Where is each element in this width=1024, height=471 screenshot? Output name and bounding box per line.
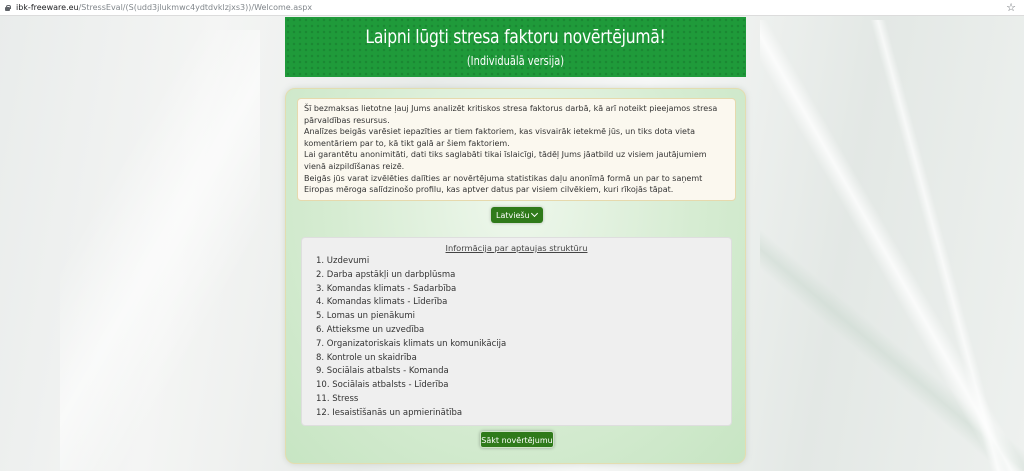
intro-line: Beigās jūs varat izvēlēties dalīties ar novērtējuma statistikas daļu anonīmā formā un par to saņemt Eiropas mēroga salīdzinošo profilu, kas aptver datus par visiem cilvēkiem, kuri rīkojās tāpat. (304, 173, 703, 195)
list-item: 3. Komandas klimats - Sadarbība (316, 283, 457, 294)
intro-line: Analīzes beigās varēsiet iepazīties ar tiem faktoriem, kas visvairāk ietekmē jūs, un tiks dota vieta komentāriem par to, kā tikt galā ar šiem faktoriem. (304, 127, 696, 148)
survey-structure-list (302, 255, 731, 421)
intro-text-box (297, 98, 736, 201)
star-icon[interactable]: ☆ (1006, 1, 1016, 14)
list-item: 4. Komandas klimats - Līderība (316, 297, 448, 308)
list-item: 7. Organizatoriskais klimats un komunikācija (316, 338, 507, 349)
list-item: 6. Attieksme un uzvedība (316, 324, 425, 335)
lock-icon[interactable] (5, 5, 10, 11)
url-path: /StressEval/(S(udd3jlukmwc4ydtdvklzjxs3))/Welcome.aspx (78, 3, 313, 12)
background-decoration-left (60, 30, 260, 470)
page-subtitle: (Individuālā versija) (466, 54, 565, 68)
address-bar[interactable] (0, 0, 1024, 16)
background-decoration-right (760, 20, 1024, 471)
list-item: 9. Sociālais atbalsts - Komanda (316, 366, 449, 377)
survey-structure-box (301, 237, 732, 426)
list-item: 2. Darba apstākļi un darbplūsma (316, 269, 456, 280)
list-item: 12. Iesaistīšanās un apmierinātība (316, 407, 463, 418)
chevron-down-icon (531, 210, 538, 217)
intro-line: Lai garantētu anonimitāti, dati tiks saglabāti tikai īslaicīgi, tādēļ Jums jāatbild uz visiem jautājumiem vienā aizpildīšanas reizē. (304, 150, 707, 171)
language-select-value: Latviešu (496, 210, 530, 220)
intro-line: Šī bezmaksas lietotne ļauj Jums analizēt kritiskos stresa faktorus darbā, kā arī noteikt pieejamos stresa pārvaldības resursus. (304, 104, 718, 125)
page-title: Laipni lūgti stresa faktoru novērtējumā! (365, 26, 666, 48)
list-item: 8. Kontrole un skaidrība (316, 352, 417, 363)
list-item: 11. Stress (316, 393, 359, 404)
start-assessment-button[interactable]: Sākt novērtējumu (480, 431, 554, 448)
main-panel (285, 88, 746, 464)
list-item: 10. Sociālais atbalsts - Līderība (316, 380, 449, 391)
url-host: ibk-freeware.eu (16, 3, 79, 12)
list-item: 5. Lomas un pienākumi (316, 311, 415, 322)
header-banner (285, 17, 746, 77)
survey-structure-title: Informācija par aptaujas struktūru (445, 243, 588, 253)
language-select[interactable] (491, 207, 543, 223)
list-item: 1. Uzdevumi (316, 256, 370, 266)
